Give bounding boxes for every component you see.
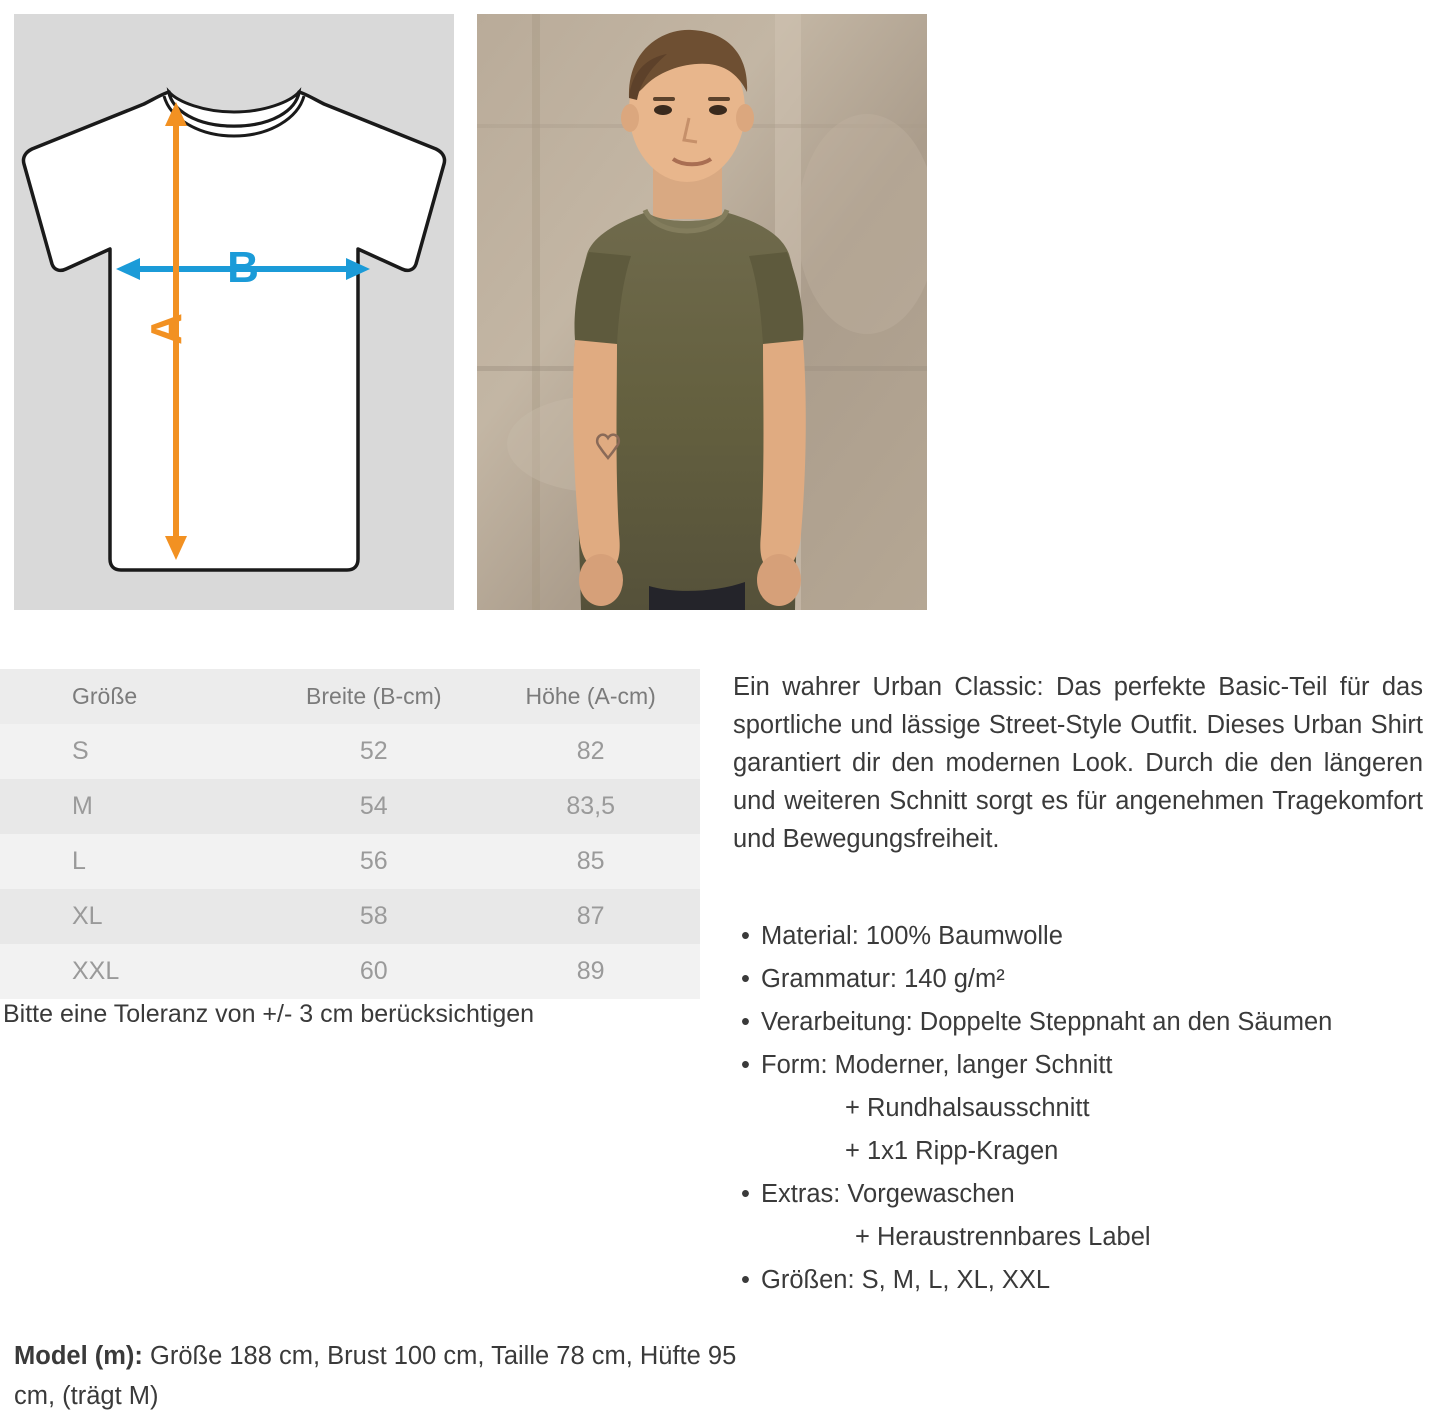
table-header-row <box>0 669 700 724</box>
spec-text: Grammatur: 140 g/m² <box>761 965 1005 993</box>
spec-item <box>733 1173 1428 1216</box>
table-row <box>0 889 700 944</box>
cell-size: S <box>0 724 266 779</box>
spec-subitem <box>733 1216 1428 1259</box>
table-row <box>0 724 700 779</box>
spec-item <box>733 1001 1428 1044</box>
model-label: Model (m): <box>14 1342 143 1370</box>
spec-text: Verarbeitung: Doppelte Steppnaht an den Säumen <box>761 1008 1333 1036</box>
cell-width: 52 <box>266 724 481 779</box>
size-table <box>0 669 700 999</box>
cell-height: 83,5 <box>481 779 700 834</box>
model-photo-svg <box>477 14 927 610</box>
cell-height: 87 <box>481 889 700 944</box>
tshirt-measurement-diagram <box>14 14 454 610</box>
product-description: Ein wahrer Urban Classic: Das perfekte Basic-Teil für das sportliche und lässige Street-Style Outfit. Dieses Urban Shirt garantiert dir den modernen Look. Durch die den längeren und weiteren Schnitt sorgt es für angenehmen Tragekomfort und Bewegungsfreiheit. <box>733 673 1423 853</box>
tolerance-note: Bitte eine Toleranz von +/- 3 cm berücksichtigen <box>3 1000 535 1028</box>
spec-item <box>733 1259 1428 1302</box>
column-header-width: Breite (B-cm) <box>266 669 481 724</box>
cell-width: 58 <box>266 889 481 944</box>
cell-height: 82 <box>481 724 700 779</box>
bullet-icon: • <box>741 1266 750 1294</box>
bullet-icon: • <box>741 922 750 950</box>
cell-size: XXL <box>0 944 266 999</box>
cell-width: 56 <box>266 834 481 889</box>
cell-width: 60 <box>266 944 481 999</box>
cell-height: 89 <box>481 944 700 999</box>
table-row <box>0 779 700 834</box>
tshirt-outline-svg <box>14 14 454 610</box>
height-label-a: A <box>142 313 191 345</box>
spec-text: Größen: S, M, L, XL, XXL <box>761 1266 1051 1294</box>
spec-text: Extras: Vorgewaschen <box>761 1180 1015 1208</box>
spec-text: + Heraustrennbares Label <box>855 1223 1151 1251</box>
spec-item <box>733 1044 1428 1087</box>
table-row <box>0 944 700 999</box>
spec-item <box>733 958 1428 1001</box>
spec-text: + 1x1 Ripp-Kragen <box>845 1137 1059 1165</box>
spec-subitem <box>733 1087 1428 1130</box>
spec-text: Form: Moderner, langer Schnitt <box>761 1051 1113 1079</box>
bullet-icon: • <box>741 1180 750 1208</box>
top-images-row <box>0 14 1432 614</box>
bullet-icon: • <box>741 1008 750 1036</box>
spec-item <box>733 915 1428 958</box>
cell-height: 85 <box>481 834 700 889</box>
bullet-icon: • <box>741 965 750 993</box>
model-photo <box>477 14 927 610</box>
model-measurements <box>14 1336 774 1416</box>
spec-text: Material: 100% Baumwolle <box>761 922 1063 950</box>
column-header-height: Höhe (A-cm) <box>481 669 700 724</box>
cell-width: 54 <box>266 779 481 834</box>
cell-size: XL <box>0 889 266 944</box>
cell-size: M <box>0 779 266 834</box>
column-header-size: Größe <box>0 669 266 724</box>
product-specs-list <box>733 915 1428 1302</box>
spec-subitem <box>733 1130 1428 1173</box>
model-details: Größe 188 cm, Brust 100 cm, Taille 78 cm, Hüfte 95 cm, (trägt M) <box>14 1342 737 1410</box>
bullet-icon: • <box>741 1051 750 1079</box>
cell-size: L <box>0 834 266 889</box>
table-row <box>0 834 700 889</box>
width-label-b: B <box>227 243 259 292</box>
spec-text: + Rundhalsausschnitt <box>845 1094 1090 1122</box>
